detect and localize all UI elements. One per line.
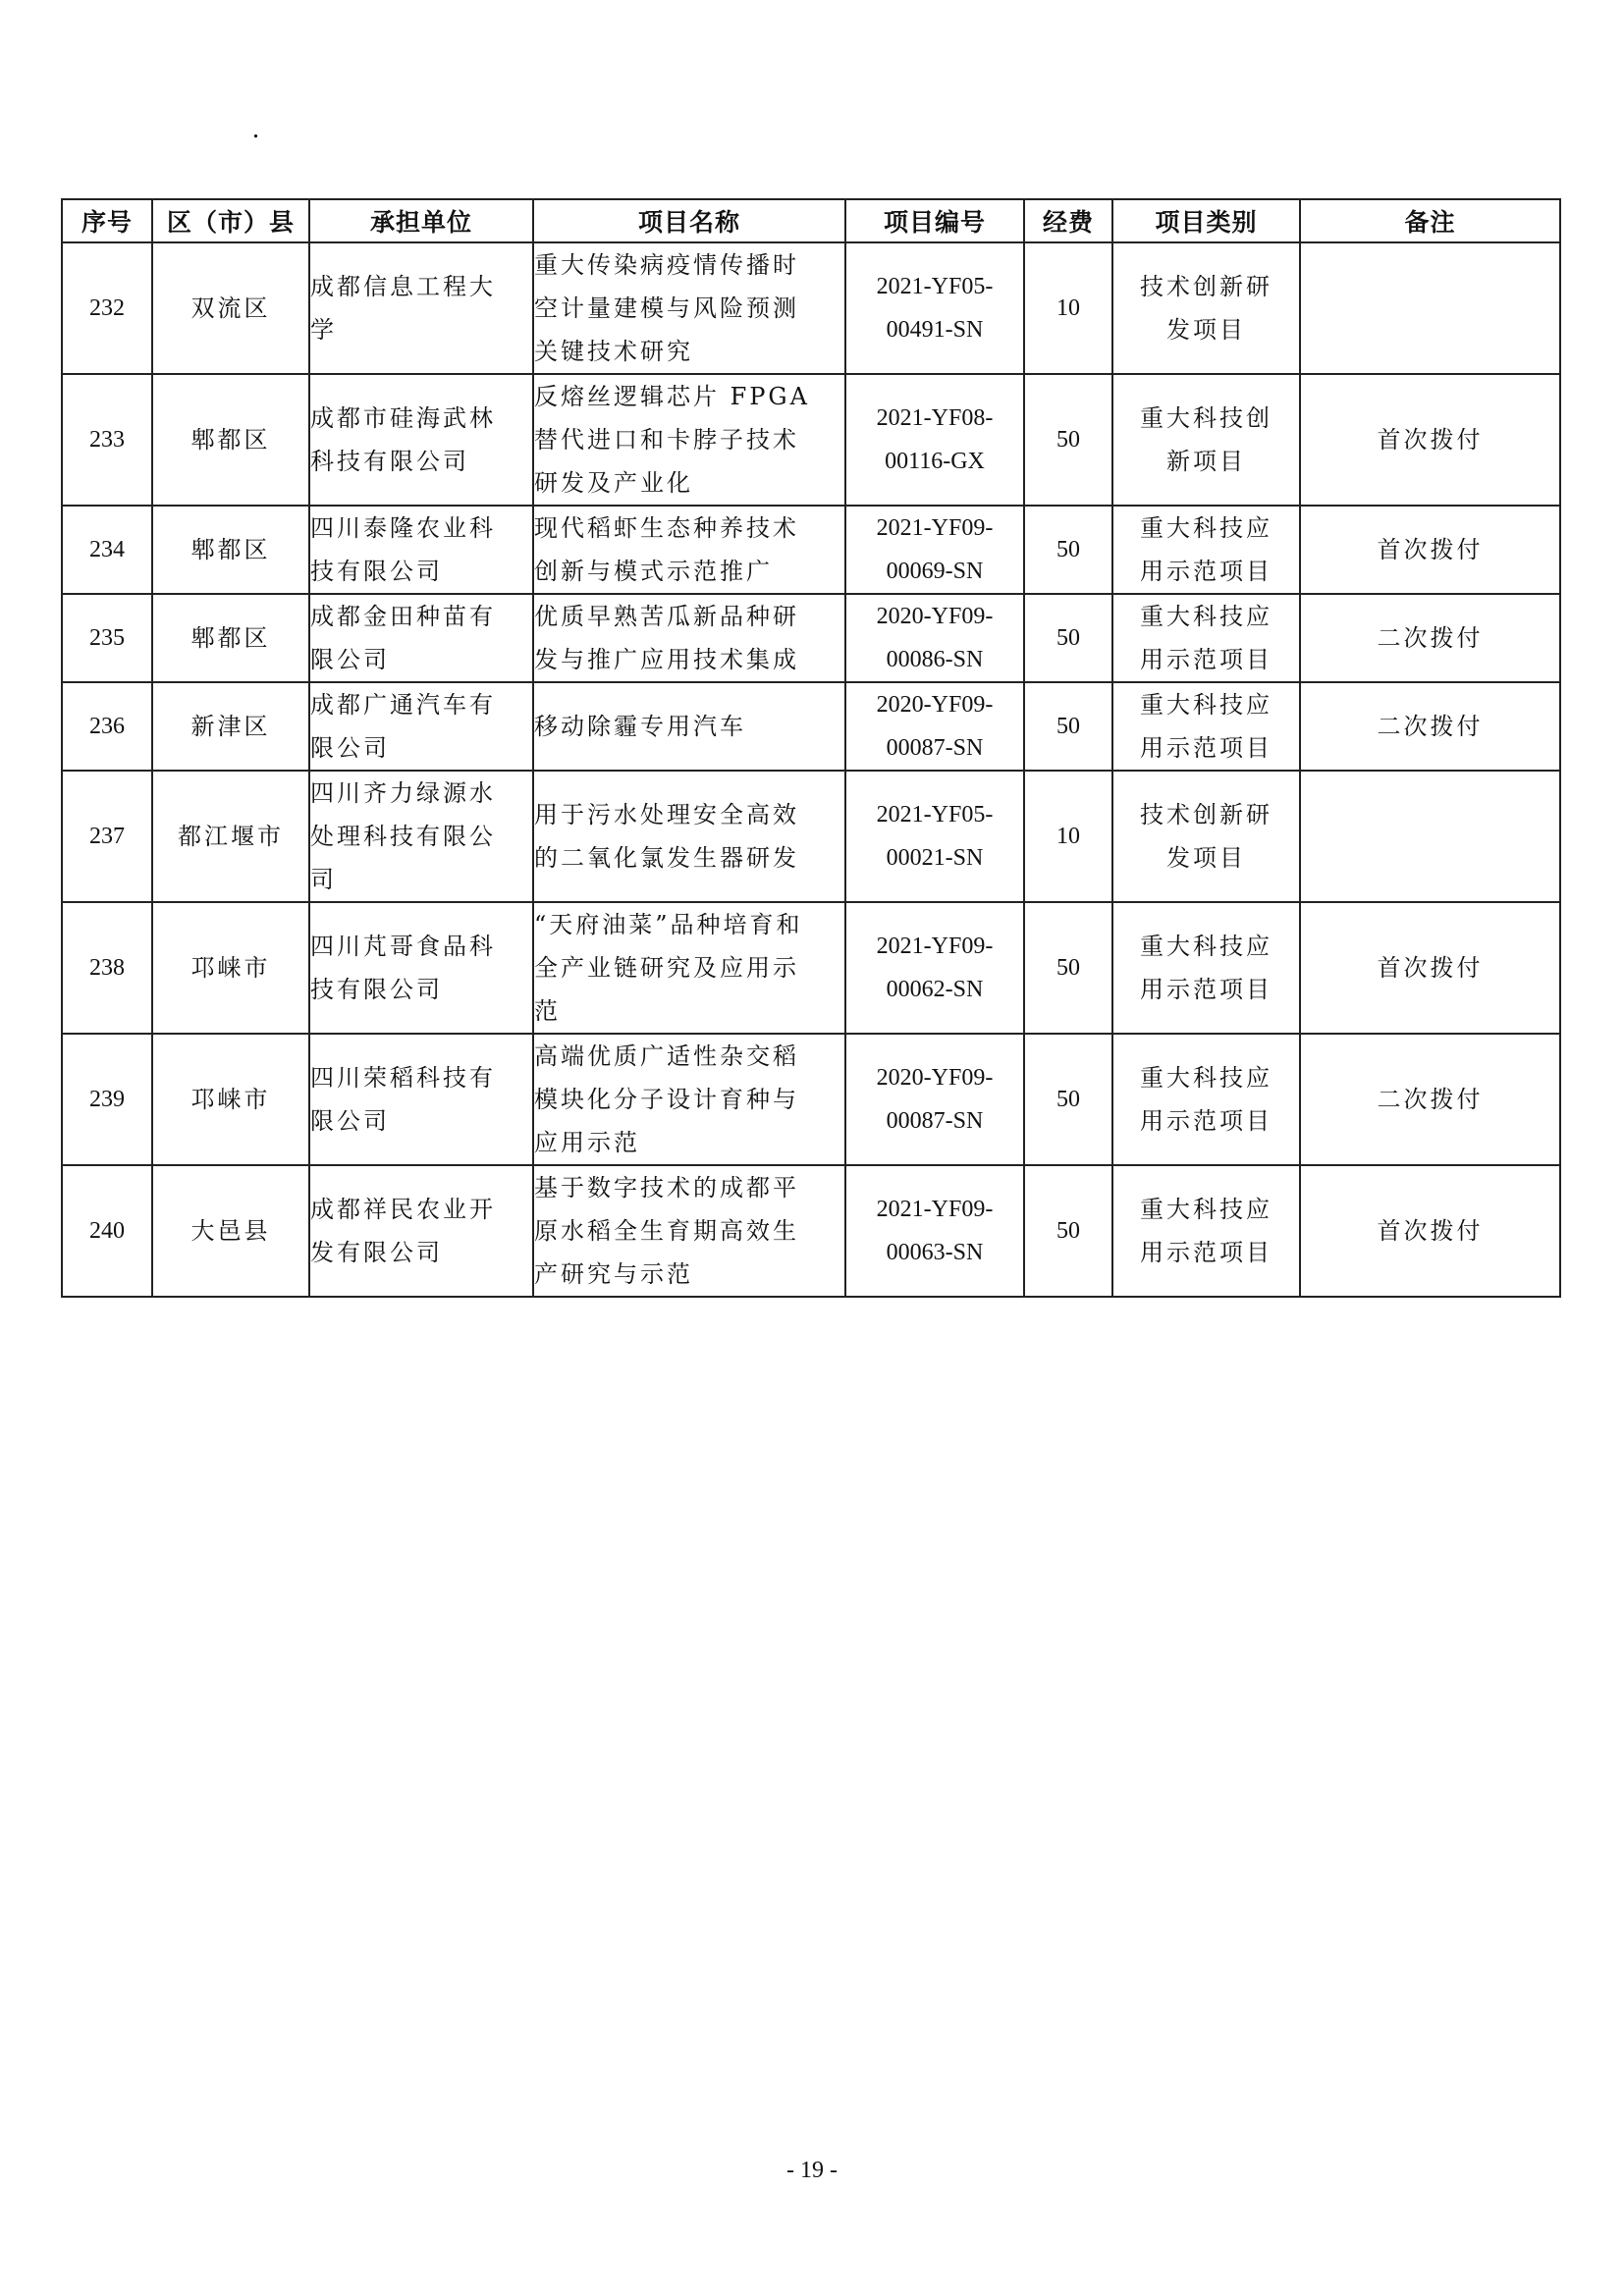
cell-seq: 239 bbox=[62, 1034, 152, 1165]
header-funds: 经费 bbox=[1024, 199, 1112, 242]
cell-project-code bbox=[845, 771, 1024, 902]
table-row bbox=[62, 682, 1560, 771]
cell-project-name-text: “天府油菜”品种培育和 全产业链研究及应用示 范 bbox=[534, 911, 803, 1025]
cell-unit-text: 成都金田种苗有 限公司 bbox=[310, 603, 496, 673]
cell-funds: 50 bbox=[1024, 374, 1112, 506]
cell-project-name bbox=[533, 771, 845, 902]
cell-project-code bbox=[845, 594, 1024, 682]
project-funding-table bbox=[61, 198, 1561, 1298]
cell-project-name-text: 反熔丝逻辑芯片 FPGA 替代进口和卡脖子技术 研发及产业化 bbox=[534, 383, 810, 497]
cell-project-name bbox=[533, 594, 845, 682]
cell-funds: 50 bbox=[1024, 1034, 1112, 1165]
page-number: - 19 - bbox=[786, 2158, 838, 2183]
table-row bbox=[62, 771, 1560, 902]
table-row bbox=[62, 506, 1560, 594]
cell-remark: 二次拨付 bbox=[1300, 1034, 1560, 1165]
cell-project-name bbox=[533, 1034, 845, 1165]
cell-project-name bbox=[533, 1165, 845, 1297]
cell-category-text: 重大科技应 用示范项目 bbox=[1140, 933, 1272, 1003]
cell-unit bbox=[309, 771, 533, 902]
cell-seq: 234 bbox=[62, 506, 152, 594]
cell-category-text: 重大科技应 用示范项目 bbox=[1140, 1196, 1272, 1266]
cell-funds: 50 bbox=[1024, 1165, 1112, 1297]
table-row bbox=[62, 1034, 1560, 1165]
cell-category bbox=[1112, 594, 1300, 682]
cell-project-name bbox=[533, 682, 845, 771]
cell-funds: 10 bbox=[1024, 242, 1112, 374]
cell-category bbox=[1112, 374, 1300, 506]
cell-district: 双流区 bbox=[152, 242, 309, 374]
table-row bbox=[62, 902, 1560, 1034]
cell-category-text: 重大科技应 用示范项目 bbox=[1140, 691, 1272, 762]
cell-project-code-text: 2020-YF09- 00087-SN bbox=[876, 1065, 994, 1134]
cell-district: 邛崃市 bbox=[152, 902, 309, 1034]
header-category: 项目类别 bbox=[1112, 199, 1300, 242]
cell-remark: 首次拨付 bbox=[1300, 506, 1560, 594]
cell-project-code bbox=[845, 506, 1024, 594]
cell-district: 大邑县 bbox=[152, 1165, 309, 1297]
header-remark: 备注 bbox=[1300, 199, 1560, 242]
cell-project-code-text: 2021-YF08- 00116-GX bbox=[876, 405, 994, 474]
cell-category bbox=[1112, 682, 1300, 771]
cell-unit bbox=[309, 1165, 533, 1297]
cell-project-name-text: 用于污水处理安全高效 的二氧化氯发生器研发 bbox=[534, 801, 799, 872]
cell-unit-text: 四川芃哥食品科 技有限公司 bbox=[310, 933, 496, 1003]
cell-project-name-text: 基于数字技术的成都平 原水稻全生育期高效生 产研究与示范 bbox=[534, 1174, 799, 1288]
cell-unit bbox=[309, 506, 533, 594]
cell-unit bbox=[309, 902, 533, 1034]
top-dot-mark: . bbox=[252, 114, 259, 144]
cell-project-code bbox=[845, 242, 1024, 374]
cell-project-code-text: 2020-YF09- 00087-SN bbox=[876, 692, 994, 761]
cell-seq: 232 bbox=[62, 242, 152, 374]
cell-unit bbox=[309, 1034, 533, 1165]
header-project-name: 项目名称 bbox=[533, 199, 845, 242]
cell-district: 郫都区 bbox=[152, 594, 309, 682]
cell-district: 郫都区 bbox=[152, 374, 309, 506]
cell-funds: 50 bbox=[1024, 594, 1112, 682]
table-row bbox=[62, 594, 1560, 682]
cell-seq: 235 bbox=[62, 594, 152, 682]
cell-project-name bbox=[533, 374, 845, 506]
header-unit: 承担单位 bbox=[309, 199, 533, 242]
cell-unit-text: 成都祥民农业开 发有限公司 bbox=[310, 1196, 496, 1266]
cell-project-name-text: 现代稻虾生态种养技术 创新与模式示范推广 bbox=[534, 514, 799, 585]
table-row bbox=[62, 374, 1560, 506]
table-row bbox=[62, 1165, 1560, 1297]
cell-category bbox=[1112, 902, 1300, 1034]
cell-funds: 10 bbox=[1024, 771, 1112, 902]
cell-remark: 首次拨付 bbox=[1300, 374, 1560, 506]
cell-unit-text: 四川荣稻科技有 限公司 bbox=[310, 1064, 496, 1135]
table-row bbox=[62, 242, 1560, 374]
cell-project-code bbox=[845, 682, 1024, 771]
cell-project-code bbox=[845, 902, 1024, 1034]
cell-funds: 50 bbox=[1024, 682, 1112, 771]
cell-unit bbox=[309, 682, 533, 771]
cell-category-text: 重大科技应 用示范项目 bbox=[1140, 1064, 1272, 1135]
cell-remark bbox=[1300, 242, 1560, 374]
cell-unit bbox=[309, 594, 533, 682]
cell-project-name bbox=[533, 242, 845, 374]
cell-seq: 237 bbox=[62, 771, 152, 902]
cell-project-name bbox=[533, 506, 845, 594]
cell-category bbox=[1112, 771, 1300, 902]
cell-seq: 240 bbox=[62, 1165, 152, 1297]
cell-project-code bbox=[845, 1034, 1024, 1165]
cell-funds: 50 bbox=[1024, 902, 1112, 1034]
cell-project-code-text: 2021-YF05- 00021-SN bbox=[876, 802, 994, 871]
cell-project-name-text: 重大传染病疫情传播时 空计量建模与风险预测 关键技术研究 bbox=[534, 251, 799, 365]
cell-unit-text: 成都市硅海武林 科技有限公司 bbox=[310, 404, 496, 475]
cell-unit-text: 成都广通汽车有 限公司 bbox=[310, 691, 496, 762]
cell-project-code-text: 2021-YF09- 00062-SN bbox=[876, 934, 994, 1002]
header-project-code: 项目编号 bbox=[845, 199, 1024, 242]
cell-category bbox=[1112, 1165, 1300, 1297]
cell-project-name-text: 移动除霾专用汽车 bbox=[534, 713, 746, 740]
cell-project-code-text: 2021-YF05- 00491-SN bbox=[876, 274, 994, 343]
cell-project-code bbox=[845, 374, 1024, 506]
cell-category bbox=[1112, 1034, 1300, 1165]
cell-remark: 首次拨付 bbox=[1300, 1165, 1560, 1297]
header-district: 区（市）县 bbox=[152, 199, 309, 242]
cell-category bbox=[1112, 506, 1300, 594]
cell-category bbox=[1112, 242, 1300, 374]
cell-unit-text: 四川齐力绿源水 处理科技有限公 司 bbox=[310, 779, 496, 893]
cell-district: 邛崃市 bbox=[152, 1034, 309, 1165]
header-seq: 序号 bbox=[62, 199, 152, 242]
cell-remark: 二次拨付 bbox=[1300, 682, 1560, 771]
cell-remark: 二次拨付 bbox=[1300, 594, 1560, 682]
cell-project-code-text: 2021-YF09- 00063-SN bbox=[876, 1197, 994, 1265]
cell-category-text: 重大科技创 新项目 bbox=[1140, 404, 1272, 475]
cell-funds: 50 bbox=[1024, 506, 1112, 594]
cell-project-name bbox=[533, 902, 845, 1034]
cell-seq: 238 bbox=[62, 902, 152, 1034]
cell-category-text: 技术创新研 发项目 bbox=[1140, 801, 1272, 872]
cell-category-text: 重大科技应 用示范项目 bbox=[1140, 603, 1272, 673]
cell-category-text: 重大科技应 用示范项目 bbox=[1140, 514, 1272, 585]
cell-district: 新津区 bbox=[152, 682, 309, 771]
cell-project-code-text: 2021-YF09- 00069-SN bbox=[876, 515, 994, 584]
cell-project-code bbox=[845, 1165, 1024, 1297]
cell-unit-text: 四川泰隆农业科 技有限公司 bbox=[310, 514, 496, 585]
cell-unit bbox=[309, 242, 533, 374]
cell-unit-text: 成都信息工程大 学 bbox=[310, 273, 496, 344]
cell-unit bbox=[309, 374, 533, 506]
table-header-row bbox=[62, 199, 1560, 242]
cell-remark: 首次拨付 bbox=[1300, 902, 1560, 1034]
cell-project-code-text: 2020-YF09- 00086-SN bbox=[876, 604, 994, 672]
cell-remark bbox=[1300, 771, 1560, 902]
cell-district: 都江堰市 bbox=[152, 771, 309, 902]
cell-project-name-text: 优质早熟苦瓜新品种研 发与推广应用技术集成 bbox=[534, 603, 799, 673]
cell-seq: 233 bbox=[62, 374, 152, 506]
cell-category-text: 技术创新研 发项目 bbox=[1140, 273, 1272, 344]
cell-project-name-text: 高端优质广适性杂交稻 模块化分子设计育种与 应用示范 bbox=[534, 1042, 799, 1156]
cell-district: 郫都区 bbox=[152, 506, 309, 594]
cell-seq: 236 bbox=[62, 682, 152, 771]
